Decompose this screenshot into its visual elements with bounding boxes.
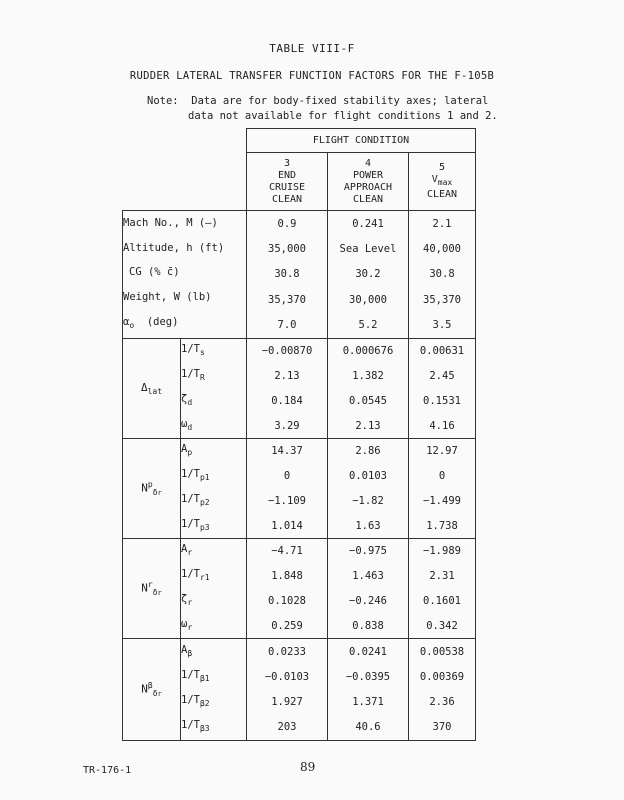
table-subtitle: RUDDER LATERAL TRANSFER FUNCTION FACTORS FOR THE F-105B [129,70,495,82]
nbeta-cond-4: 0.0241 −0.0395 1.371 40.6 [328,639,409,741]
nr-cond-3: −4.71 1.848 0.1028 0.259 [247,539,328,639]
nbeta-cond-3: 0.0233 −0.0103 1.927 203 [247,639,328,741]
delta-lat-cond-3: −0.00870 2.13 0.184 3.29 [247,339,328,439]
delta-lat-symbols: $1/T_s$ $1/T_R$ $\zeta_d$ $\omega_d$ [181,339,247,439]
delta-lat-cond-5: 0.00631 2.45 0.1531 4.16 [409,339,476,439]
table-title: TABLE VIII-F [269,42,355,55]
delta-lat-cond-4: 0.000676 1.382 0.0545 2.13 [328,339,409,439]
condition-3: 3 END CRUISE CLEAN [247,153,328,211]
report-number: TR-176-1 [83,765,132,776]
np-symbols: $A_p$ $1/T_{p1}$ $1/T_{p2}$ $1/T_{p3}$ [181,439,247,539]
parameter-labels: Mach No., M (–) Altitude, h (ft) CG (% c̄) Weight, W (lb) $\alpha_o$ (deg) [123,211,247,339]
np-cond-5: 12.97 0 −1.499 1.738 [409,439,476,539]
delta-lat-label: $\Delta_{lat}$ [123,339,181,439]
params-cond-3: 0.9 35,000 30.8 35,370 7.0 [247,211,328,339]
nr-cond-5: −1.989 2.31 0.1601 0.342 [409,539,476,639]
params-cond-5: 2.1 40,000 30.8 35,370 3.5 [409,211,476,339]
condition-4: 4 POWER APPROACH CLEAN [328,153,409,211]
np-cond-4: 2.86 0.0103 −1.82 1.63 [328,439,409,539]
nbeta-delta-r-label: $N^\beta_{\delta r}$ [123,639,181,741]
condition-5: 5 $V_{max}$ CLEAN [409,153,476,211]
nr-symbols: $A_r$ $1/T_{r1}$ $\zeta_r$ $\omega_r$ [181,539,247,639]
nbeta-symbols: $A_\beta$ $1/T_{\beta 1}$ $1/T_{\beta 2}$ $1/T_{\beta 3}$ [181,639,247,741]
page-number: 89 [300,760,316,774]
note-line-1: Note: Data are for body-fixed stability axes; lateral [147,95,489,107]
corner-cell [123,129,247,211]
np-delta-r-label: $N^p_{\delta r}$ [123,439,181,539]
nr-cond-4: −0.975 1.463 −0.246 0.838 [328,539,409,639]
np-cond-3: 14.37 0 −1.109 1.014 [247,439,328,539]
nr-delta-r-label: $N^r_{\delta r}$ [123,539,181,639]
note-line-2: data not available for flight conditions 1 and 2. [188,110,498,122]
transfer-function-table [122,128,476,741]
params-cond-4: 0.241 Sea Level 30.2 30,000 5.2 [328,211,409,339]
flight-condition-header: FLIGHT CONDITION [247,129,476,153]
nbeta-cond-5: 0.00538 0.00369 2.36 370 [409,639,476,741]
